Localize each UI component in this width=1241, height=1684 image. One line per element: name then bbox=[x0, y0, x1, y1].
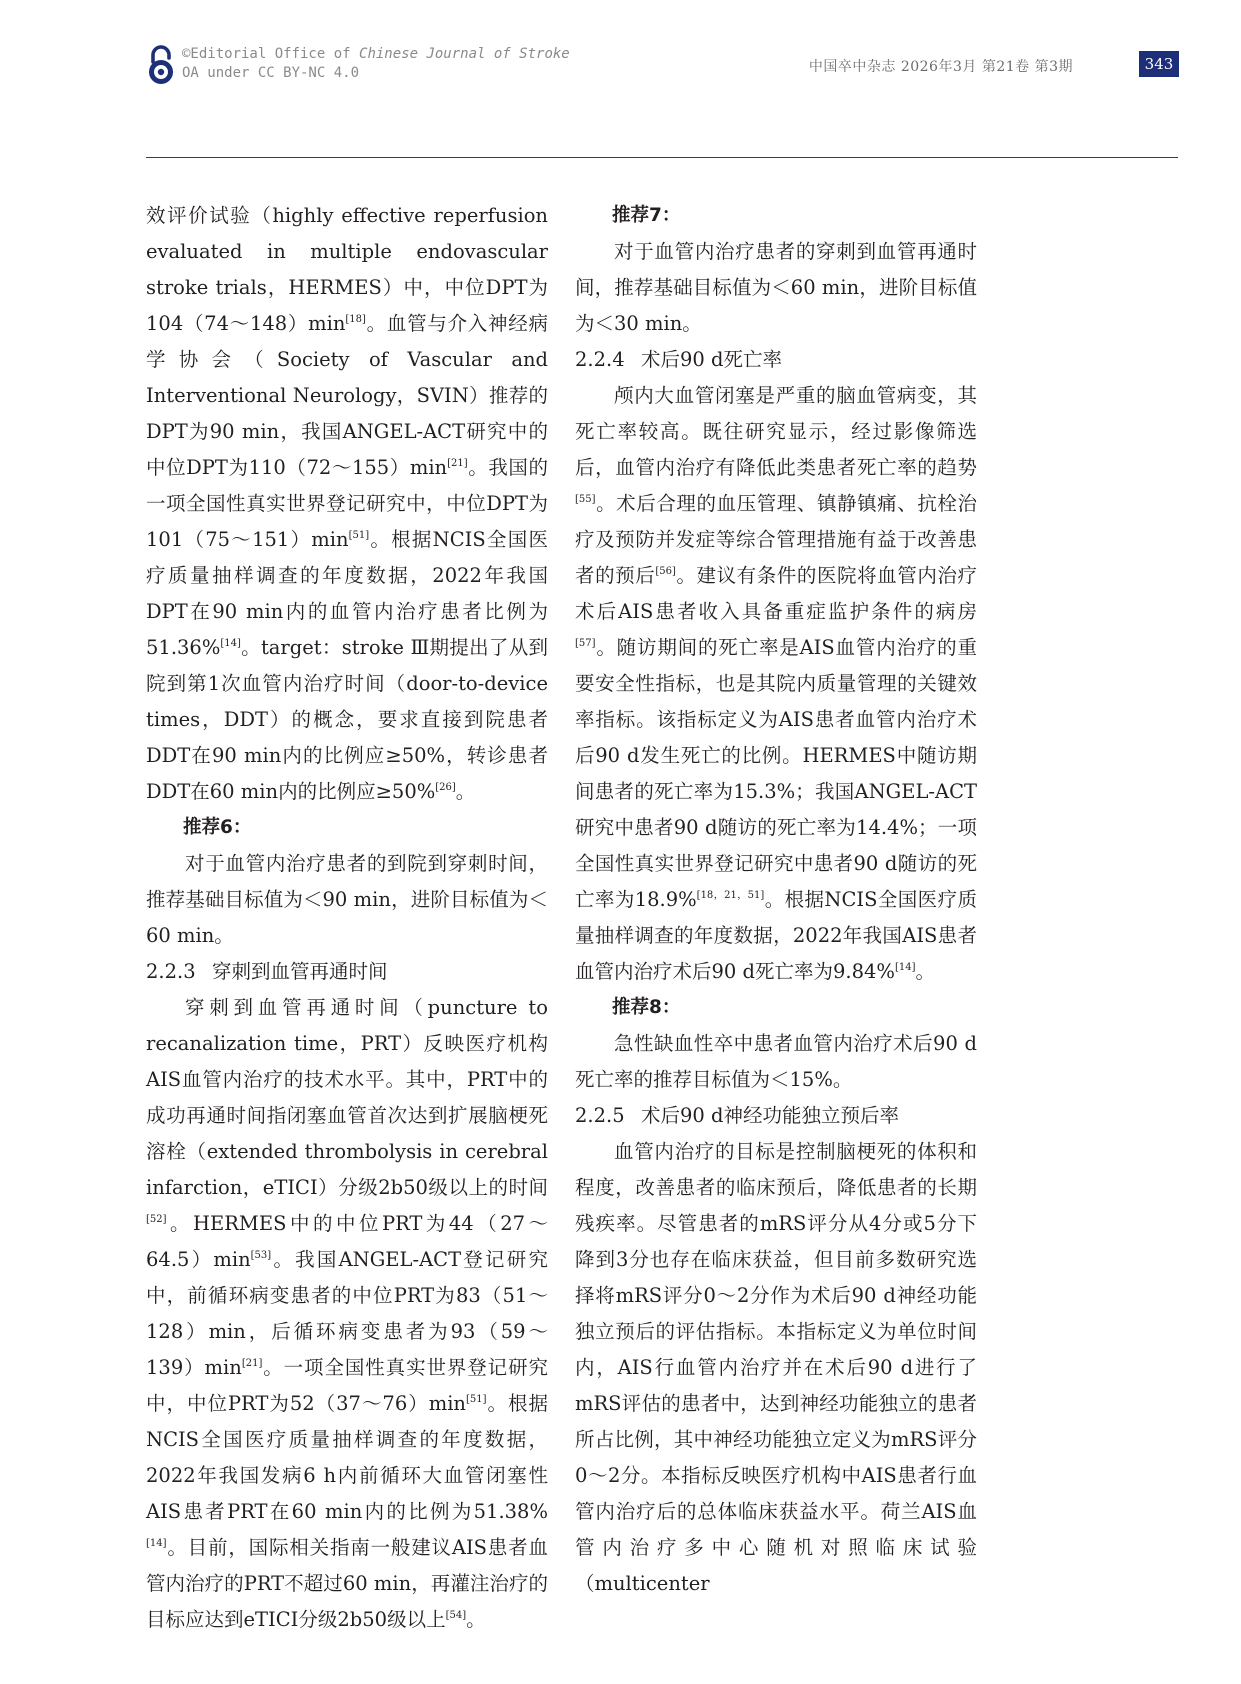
recommendation-7-text: 对于血管内治疗患者的穿刺到血管再通时间，推荐基础目标值为＜60 min，进阶目标值为＜30 min。 bbox=[575, 240, 977, 335]
journal-issue-info: 中国卒中杂志 2026年3月 第21卷 第3期 bbox=[808, 59, 1073, 75]
section-2-2-5-heading bbox=[575, 1098, 977, 1134]
text-run: 。根据NCIS全国医疗质量抽样调查的年度数据，2022年我国AIS患者血管内治疗术后90 d死亡率为9.84% bbox=[575, 888, 977, 983]
text-run: 。建议有条件的医院将血管内治疗术后AIS患者收入具备重症监护条件的病房 bbox=[575, 564, 977, 623]
section-title: 术后90 d神经功能独立预后率 bbox=[641, 1104, 899, 1127]
recommendation-7-title: 推荐7： bbox=[612, 205, 681, 226]
text-run: 。一项全国性真实世界登记研究中，中位PRT为52（37～76）min bbox=[146, 1356, 548, 1415]
license-line2: OA under CC BY-NC 4.0 bbox=[182, 65, 360, 81]
paragraph-prt bbox=[146, 990, 548, 1638]
citation: [18，21，51] bbox=[696, 890, 765, 901]
text-run: 。 bbox=[466, 1608, 486, 1631]
left-column bbox=[146, 198, 548, 1638]
citation: [56] bbox=[655, 566, 676, 577]
text-run: 。 bbox=[915, 960, 935, 983]
page-number-badge: 343 bbox=[1139, 51, 1179, 77]
text-run: 。HERMES中的中位PRT为44（27～64.5）min bbox=[146, 1212, 548, 1271]
section-number: 2.2.3 bbox=[146, 960, 196, 983]
citation: [26] bbox=[435, 782, 456, 793]
text-run: 。target：stroke Ⅲ期提出了从到院到第1次血管内治疗时间（door-to-device times，DDT）的概念，要求直接到院患者DDT在90 min内的比例应≥50%，转诊患者DDT在60 min内的比例应≥50% bbox=[146, 636, 548, 803]
citation: [21] bbox=[241, 1358, 263, 1369]
text-run: 穿刺到血管再通时间（puncture to recanalization time，PRT）反映医疗机构AIS血管内治疗的技术水平。其中，PRT中的成功再通时间指闭塞血管首次达到扩展脑梗死溶栓（extended thrombolysis in cerebral infarction，eTICI）分级2b50级以上的时间 bbox=[146, 996, 548, 1199]
text-run: 。根据NCIS全国医疗质量抽样调查的年度数据，2022年我国DPT在90 min内的血管内治疗患者比例为51.36% bbox=[146, 528, 549, 659]
text-run: 。我国ANGEL-ACT登记研究中，前循环病变患者的中位PRT为83（51～128）min，后循环病变患者为93（59～139）min bbox=[146, 1248, 548, 1379]
section-title: 术后90 d死亡率 bbox=[641, 348, 782, 371]
citation: [53] bbox=[250, 1250, 272, 1261]
text-run: 效评价试验（highly effective reperfusion evaluated in multiple endovascular stroke trials，HERMES）中，中位DPT为104（74～148）min bbox=[146, 204, 548, 335]
text-run: 。根据NCIS全国医疗质量抽样调查的年度数据，2022年我国发病6 h内前循环大血管闭塞性AIS患者PRT在60 min内的比例为51.38% bbox=[146, 1392, 548, 1523]
license-notice bbox=[182, 45, 570, 83]
citation: [14] bbox=[146, 1538, 167, 1549]
header-rule bbox=[146, 157, 1178, 158]
citation: [57] bbox=[575, 638, 596, 649]
citation: [51] bbox=[466, 1394, 487, 1405]
citation: [52] bbox=[146, 1214, 167, 1225]
recommendation-6-text: 对于血管内治疗患者的到院到穿刺时间，推荐基础目标值为＜90 min，进阶目标值为＜60 min。 bbox=[146, 852, 548, 947]
citation: [14] bbox=[220, 638, 241, 649]
citation: [54] bbox=[445, 1610, 467, 1621]
citation: [21] bbox=[447, 458, 468, 469]
right-column bbox=[575, 198, 977, 1602]
section-2-2-3-heading bbox=[146, 954, 548, 990]
section-2-2-4-heading bbox=[575, 342, 977, 378]
paragraph-dpt bbox=[146, 198, 548, 810]
text-run: 。随访期间的死亡率是AIS血管内治疗的重要安全性指标，也是其院内质量管理的关键效率指标。该指标定义为AIS患者血管内治疗术后90 d发生死亡的比例。HERMES中随访期间患者的死亡率为15.3%；我国ANGEL-ACT研究中患者90 d随访的死亡率为14.4%；一项全国性真实世界登记研究中患者90 d随访的死亡率为18.9% bbox=[575, 636, 977, 911]
page-header bbox=[0, 0, 1241, 170]
text-run: 。术后合理的血压管理、镇静镇痛、抗栓治疗及预防并发症等综合管理措施有益于改善患者的预后 bbox=[575, 492, 977, 587]
recommendation-8-title: 推荐8： bbox=[612, 997, 681, 1018]
text-run: 。我国的一项全国性真实世界登记研究中，中位DPT为101（75～151）min bbox=[146, 456, 548, 551]
text-run: 。血管与介入神经病学协会（Society of Vascular and Interventional Neurology，SVIN）推荐的DPT为90 min，我国ANGEL-ACT研究中的中位DPT为110（72～155）min bbox=[146, 312, 548, 479]
text-run: 。 bbox=[455, 780, 476, 803]
citation: [51] bbox=[348, 530, 370, 541]
section-number: 2.2.4 bbox=[575, 348, 625, 371]
citation: [14] bbox=[894, 962, 916, 973]
section-number: 2.2.5 bbox=[575, 1104, 625, 1127]
recommendation-8-text: 急性缺血性卒中患者血管内治疗术后90 d死亡率的推荐目标值为＜15%。 bbox=[575, 1032, 977, 1091]
open-access-lock-icon bbox=[146, 44, 176, 86]
paragraph-functional-independence: 血管内治疗的目标是控制脑梗死的体积和程度，改善患者的临床预后，降低患者的长期残疾率。尽管患者的mRS评分从4分或5分下降到3分也存在临床获益，但目前多数研究选择将mRS评分0～2分作为术后90 d神经功能独立预后的评估指标。本指标定义为单位时间内，AIS行血管内治疗并在术后90 d进行了mRS评估的患者中，达到神经功能独立的患者所占比例，其中神经功能独立定义为mRS评分0～2分。本指标反映医疗机构中AIS患者行血管内治疗后的总体临床获益水平。荷兰AIS血管内治疗多中心随机对照临床试验（multicenter bbox=[575, 1140, 977, 1595]
text-run: 。目前，国际相关指南一般建议AIS患者血管内治疗的PRT不超过60 min，再灌注治疗的目标应达到eTICI分级2b50级以上 bbox=[146, 1536, 548, 1631]
text-run: 颅内大血管闭塞是严重的脑血管病变，其死亡率较高。既往研究显示，经过影像筛选后，血管内治疗有降低此类患者死亡率的趋势 bbox=[575, 384, 977, 479]
citation: [18] bbox=[345, 314, 366, 325]
section-title: 穿刺到血管再通时间 bbox=[212, 960, 388, 983]
journal-name: Chinese Journal of Stroke bbox=[359, 46, 570, 62]
recommendation-6-title: 推荐6： bbox=[183, 817, 252, 838]
license-prefix: ©Editorial Office of bbox=[182, 46, 360, 62]
paragraph-mortality bbox=[575, 378, 977, 990]
citation: [55] bbox=[575, 494, 596, 505]
